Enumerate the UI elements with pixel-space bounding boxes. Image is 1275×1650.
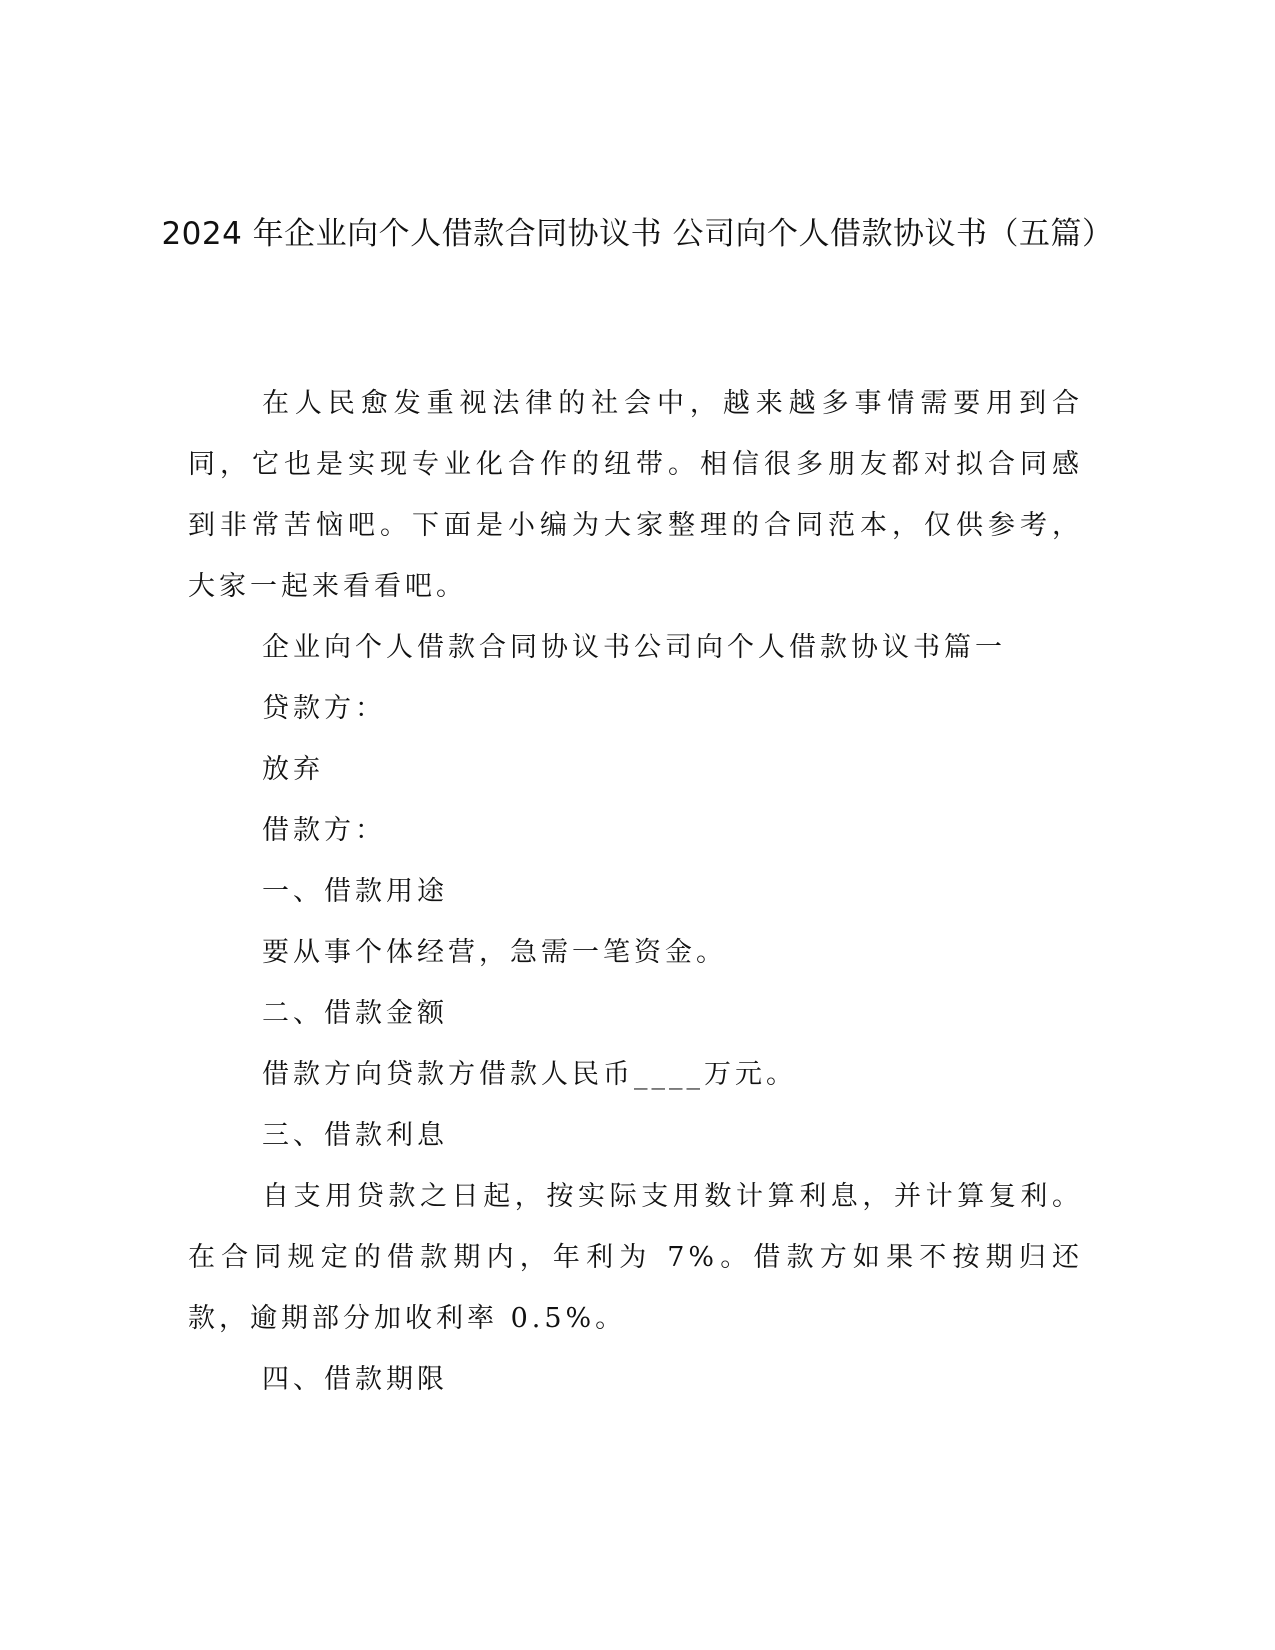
clause-heading-interest: 三、借款利息: [262, 1120, 448, 1151]
document-body: [188, 373, 1083, 1410]
clause-heading-purpose: 一、借款用途: [262, 876, 448, 907]
clause-text-amount: 借款方向贷款方借款人民币____万元。: [262, 1059, 797, 1090]
section-heading-part-one: 企业向个人借款合同协议书公司向个人借款协议书篇一: [262, 632, 1006, 663]
clause-text-interest: 自支用贷款之日起，按实际支用数计算利息，并计算复利。在合同规定的借款期内，年利为 7%。借款方如果不按期归还款，逾期部分加收利率 0.5%。: [188, 1181, 1083, 1334]
document-title: 2024 年企业向个人借款合同协议书 公司向个人借款协议书（五篇）: [161, 216, 1114, 252]
clause-heading-term: 四、借款期限: [262, 1364, 448, 1395]
lender-value: 放弃: [262, 754, 324, 785]
clause-heading-amount: 二、借款金额: [262, 998, 448, 1029]
intro-paragraph: 在人民愈发重视法律的社会中，越来越多事情需要用到合同，它也是实现专业化合作的纽带。相信很多朋友都对拟合同感到非常苦恼吧。下面是小编为大家整理的合同范本，仅供参考，大家一起来看看吧。: [188, 388, 1083, 602]
lender-label: 贷款方：: [262, 693, 386, 724]
borrower-label: 借款方：: [262, 815, 386, 846]
clause-text-purpose: 要从事个体经营，急需一笔资金。: [262, 937, 727, 968]
